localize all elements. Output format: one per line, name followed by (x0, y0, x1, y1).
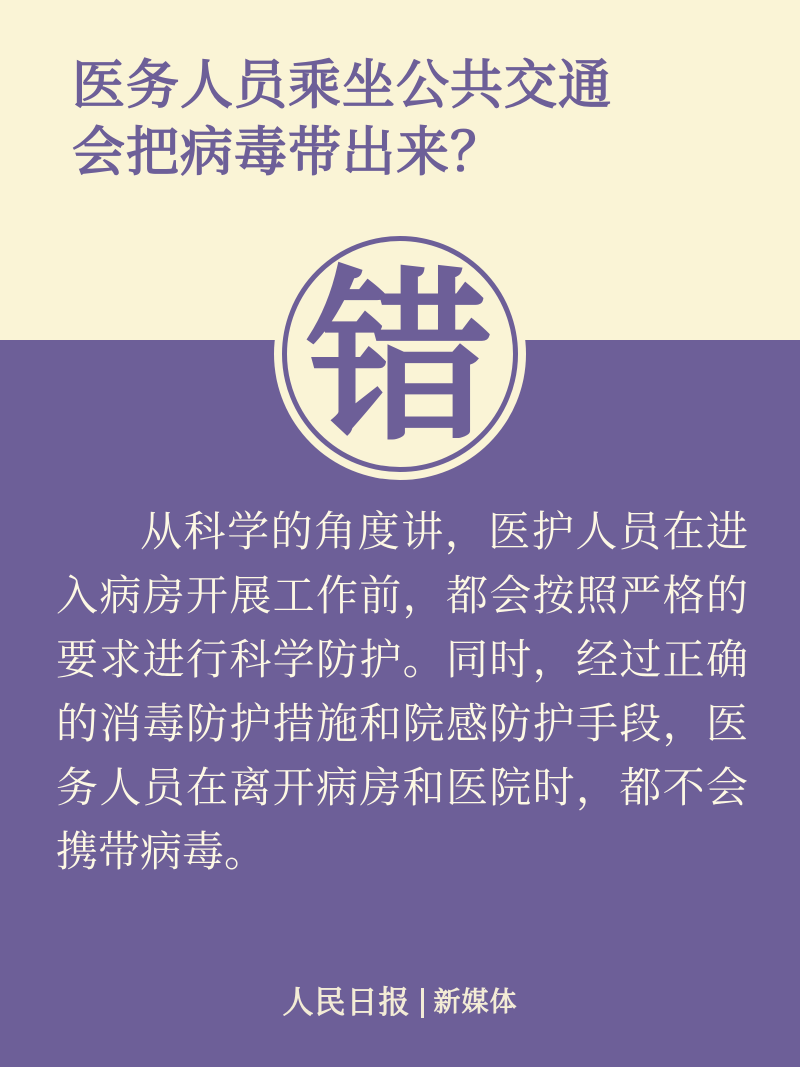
footer-brand-name: 人民日报 (282, 985, 411, 1021)
footer-divider (421, 988, 424, 1018)
verdict-badge-label: 错 (307, 247, 493, 466)
headline-line-2: 会把病毒带出来？ (72, 122, 504, 183)
body-paragraph: 从科学的角度讲，医护人员在进入病房开展工作前，都会按照严格的要求进行科学防护。同时，经过正确的消毒防护措施和院感防护手段，医务人员在离开病房和医院时，都不会携带病毒。 (56, 507, 748, 876)
footer-sub-name: 新媒体 (433, 987, 518, 1018)
headline-line-1: 医务人员乘坐公共交通 (72, 55, 612, 116)
verdict-badge (274, 228, 526, 480)
headline (72, 52, 752, 186)
footer-logo (0, 975, 800, 1031)
